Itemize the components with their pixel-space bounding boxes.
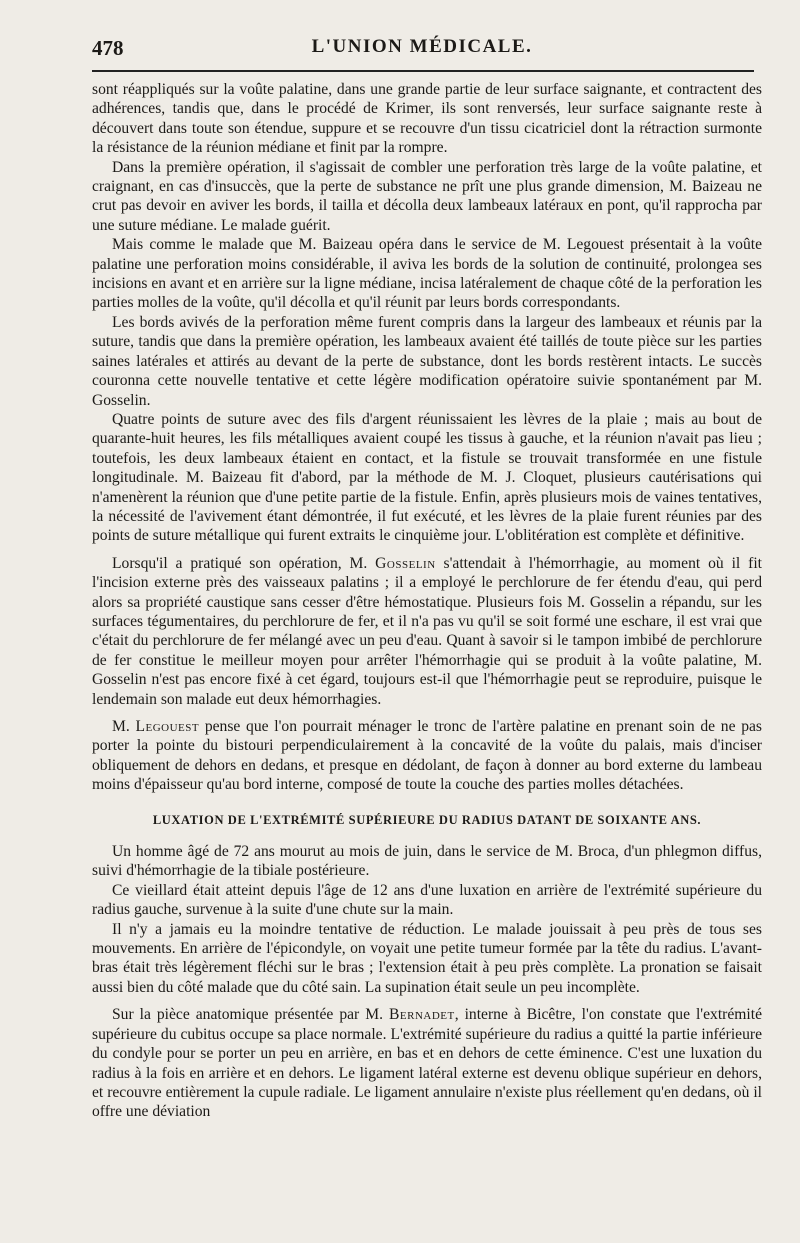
paragraph-5: Quatre points de suture avec des fils d'argent réunissaient les lèvres de la plaie ; mais au bout de quarante-huit heures, les fils métalliques avaient coupé les tissus à gauche, et la réunion n'avait pas lieu ; toutefois, les deux lambeaux étaient en contact, et la fistule se trouvait transformée en une fistule longitudinale. M. Baizeau fit d'abord, par la méthode de M. J. Cloquet, plusieurs cautérisations qui n'amenèrent la réunion que d'une petite partie de la fistule. Enfin, après plusieurs mois de vaines tentatives, la nécessité de l'avivement étant démontrée, il fut exécuté, et les lèvres de la plaie furent réunies par des points de suture métallique qui furent extraits le cinquième jour. L'oblitération est complète et définitive.	[92, 410, 762, 545]
journal-title: L'UNION MÉDICALE.	[311, 36, 533, 57]
body-text	[92, 80, 762, 1122]
paragraph-11	[92, 1005, 762, 1121]
paragraph-11-rest: , interne à Bicêtre, l'on constate que l'extrémité supérieure du cubitus occupe sa place normale. L'extrémité supérieure du radius a quitté la partie inférieure du condyle pour se porter un peu en arrière, en bas et en dehors de cette éminence. C'est une luxation du radius à la fois en arrière et en dehors. Le ligament latéral externe est devenu oblique supérieur en dehors, et recouvre entièrement la cupule radiale. Le ligament annulaire n'existe plus réellement qu'en dedans, où il offre une déviation	[92, 1006, 762, 1121]
paragraph-4: Les bords avivés de la perforation même furent compris dans la largeur des lambeaux et réunis par la suture, tandis que dans la première opération, les lambeaux avaient été taillés de toute pièce sur les parties saines latérales et attirés au devant de la perte de substance, dont les bords restèrent intacts. Le succès couronna cette nouvelle tentative et cette légère modification opératoire suivie spontanément par M. Gosselin.	[92, 313, 762, 409]
paragraph-3: Mais comme le malade que M. Baizeau opéra dans le service de M. Legouest présentait à la voûte palatine une perforation moins considérable, il aviva les bords de la solution de continuité, prolongea ses incisions en avant et en arrière sur la ligne médiane, incisa latéralement de chaque côté de la perforation les parties molles de la voûte, qu'il décolla et qu'il réunit par leurs bords correspondants.	[92, 236, 762, 312]
paragraph-9: Ce vieillard était atteint depuis l'âge de 12 ans d'une luxation en arrière de l'extrémité supérieure du radius gauche, survenue à la suite d'une chute sur la main.	[92, 881, 762, 919]
paragraph-6-rest: s'attendait à l'hémorrhagie, au moment où il fit l'incision externe près des vaisseaux palatins ; il a employé le perchlorure de fer étendu d'eau, qui perd alors sa propriété caustique sans cesser d'être hémostatique. Plusieurs fois M. Gosselin a répandu, sur les surfaces tégumentaires, du perchlorure de fer, et il n'a pas vu qu'il se soit formé une eschare, il est vrai que c'était du perchlorure de fer mélangé avec un peu d'eau. Quant à savoir si le tampon imbibé de perchlorure de fer constitue le meilleur moyen pour arrêter l'hémorrhagie qui se produit à la voûte palatine, M. Gosselin n'est pas encore fixé à cet égard, toujours est-il que l'hémorrhagie peut se reproduire, puisque le lendemain son malade eut deux hémorrhagies.	[92, 554, 762, 708]
paragraph-11-start: Sur la pièce anatomique présentée par M.	[112, 1006, 389, 1024]
paragraph-6	[92, 554, 762, 709]
paragraph-7-rest: pense que l'on pourrait ménager le tronc de l'artère palatine en prenant soin de ne pas porter la pointe du bistouri perpendiculairement à la concavité de la voûte du palais, mais d'inciser obliquement de dehors en dedans, et presque en dédolant, de façon à donner au bord externe du lambeau moins d'épaisseur qu'au bord interne, composé de toute la couche des parties molles détachées.	[92, 718, 762, 794]
paragraph-8: Un homme âgé de 72 ans mourut au mois de juin, dans le service de M. Broca, d'un phlegmon diffus, suivi d'hémorrhagie de la tibiale postérieure.	[92, 843, 762, 880]
paragraph-7	[92, 717, 762, 795]
author-name-legouest: Legouest	[135, 718, 200, 735]
author-name-gosselin: Gosselin	[375, 554, 436, 572]
paragraph-2: Dans la première opération, il s'agissait de combler une perforation très large de la voûte palatine, et craignant, en cas d'insuccès, que la perte de substance ne prît une plus grande dimension, M. Baizeau ne crut pas devoir en aviver les bords, il tailla et décolla deux lambeaux latéraux en pont, qu'il rapprocha par une suture médiane. Le malade guérit.	[92, 158, 762, 234]
paragraph-1: sont réappliqués sur la voûte palatine, dans une grande partie de leur surface saignante, et contractent des adhérences, tandis que, dans le procédé de Krimer, ils sont renversés, leur surface saignante reste à découvert dans toute son étendue, suppure et se recouvre d'un tissu cicatriciel dont la rétraction surmonte la résistance de la réunion médiane et finit par la rompre.	[92, 81, 762, 157]
header-rule	[92, 70, 754, 72]
section-heading: LUXATION DE L'EXTRÉMITÉ SUPÉRIEURE DU RADIUS DATANT DE SOIXANTE ANS.	[152, 812, 702, 827]
page-number: 478	[92, 36, 124, 60]
author-name-bernadet: Bernadet	[388, 1006, 455, 1024]
paragraph-7-start: M.	[112, 718, 136, 735]
paragraph-10: Il n'y a jamais eu la moindre tentative de réduction. Le malade jouissait à peu près de tous ses mouvements. En arrière de l'épicondyle, on voyait une petite tumeur formée par la tête du radius. L'avant-bras était très légèrement fléchi sur le bras ; l'extension était à peu près complète. La pronation se faisait aussi bien du côté malade que du côté sain. La supination était seule un peu incomplète.	[92, 920, 762, 996]
running-header	[92, 34, 752, 64]
paragraph-6-start: Lorsqu'il a pratiqué son opération, M.	[112, 554, 376, 572]
